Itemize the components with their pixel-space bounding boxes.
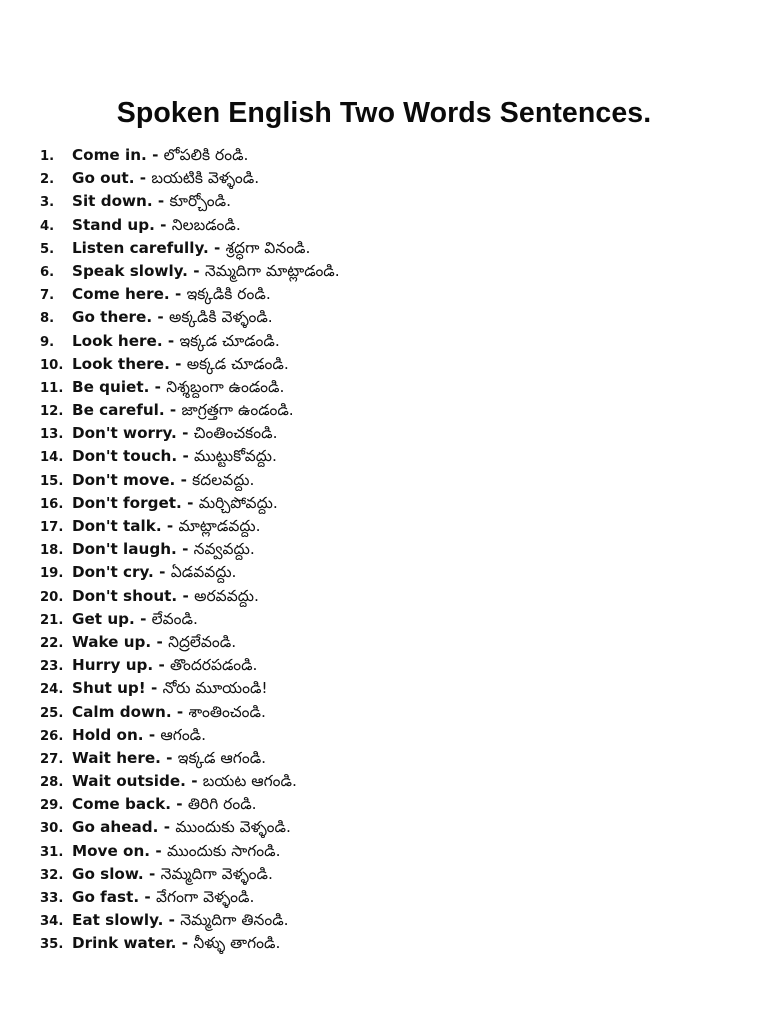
- telugu-translation: ముందుకు వెళ్ళండి.: [175, 818, 291, 837]
- item-number: 14.: [40, 450, 64, 466]
- item-number: 34.: [40, 914, 64, 930]
- telugu-translation: శాంతించండి.: [188, 702, 266, 721]
- item-number: 10.: [40, 357, 64, 373]
- separator-dash: -: [177, 586, 195, 605]
- english-sentence: Move on.: [72, 841, 151, 860]
- telugu-translation: నెమ్మదిగా వెళ్ళండి.: [160, 864, 273, 883]
- separator-dash: -: [163, 911, 181, 930]
- list-item: [40, 561, 740, 584]
- list-item: [40, 260, 740, 283]
- list-item: [40, 793, 740, 816]
- item-number: 12.: [40, 404, 64, 420]
- separator-dash: -: [160, 748, 178, 767]
- telugu-translation: కూర్చోండి.: [169, 192, 232, 211]
- list-item: [40, 724, 740, 747]
- telugu-translation: నోరు మూయండి!: [162, 679, 268, 698]
- list-item: [40, 701, 740, 724]
- separator-dash: -: [187, 261, 205, 280]
- list-item: [40, 747, 740, 770]
- telugu-translation: వేగంగా వెళ్ళండి.: [156, 888, 255, 906]
- separator-dash: -: [161, 517, 179, 535]
- list-item: [40, 167, 740, 190]
- telugu-translation: కదలవద్దు.: [192, 470, 255, 489]
- separator-dash: -: [154, 215, 172, 234]
- english-sentence: Go there.: [72, 308, 153, 327]
- english-sentence: Come in.: [72, 146, 147, 164]
- list-item: [40, 469, 740, 492]
- english-sentence: Don't cry.: [72, 563, 154, 582]
- separator-dash: -: [185, 772, 203, 791]
- separator-dash: -: [149, 377, 167, 396]
- separator-dash: -: [150, 841, 167, 860]
- item-number: 31.: [40, 844, 64, 860]
- list-item: [40, 214, 740, 237]
- telugu-translation: జాగ్రత్తగా ఉండండి.: [181, 401, 294, 420]
- item-number: 13.: [40, 427, 64, 443]
- item-number: 22.: [40, 635, 64, 651]
- item-number: 27.: [40, 751, 64, 767]
- separator-dash: -: [145, 679, 163, 698]
- item-number: 15.: [40, 473, 64, 489]
- separator-dash: -: [176, 540, 194, 559]
- separator-dash: -: [171, 795, 188, 814]
- telugu-translation: ఏడవవద్దు.: [170, 563, 237, 582]
- telugu-translation: నిద్రలేవండి.: [168, 632, 237, 651]
- english-sentence: Be quiet.: [72, 377, 150, 396]
- page-title: Spoken English Two Words Sentences.: [116, 97, 652, 130]
- list-item: [40, 538, 740, 561]
- list-item: [40, 886, 740, 909]
- item-number: 35.: [40, 937, 64, 953]
- list-item: [40, 144, 740, 167]
- separator-dash: -: [158, 818, 176, 837]
- list-item: [40, 909, 740, 932]
- list-item: [40, 190, 740, 213]
- telugu-translation: ఇక్కడికి రండి.: [186, 285, 271, 304]
- english-sentence: Don't touch.: [72, 447, 178, 466]
- english-sentence: Go slow.: [72, 864, 144, 883]
- separator-dash: -: [153, 656, 171, 675]
- english-sentence: Go out.: [72, 169, 135, 188]
- english-sentence: Be careful.: [72, 401, 165, 420]
- item-number: 21.: [40, 612, 64, 628]
- telugu-translation: ఇక్కడ చూడండి.: [179, 331, 280, 350]
- list-item: [40, 608, 740, 631]
- telugu-translation: తిరిగి రండి.: [187, 795, 257, 814]
- telugu-translation: అక్కడ చూడండి.: [186, 354, 289, 373]
- item-number: 30.: [40, 821, 64, 837]
- telugu-translation: నిశ్శబ్దంగా ఉండండి.: [166, 377, 285, 396]
- telugu-translation: నెమ్మదిగా మాట్లాడండి.: [204, 261, 340, 280]
- english-sentence: Listen carefully.: [72, 238, 209, 257]
- telugu-translation: ఆగండి.: [160, 725, 207, 744]
- list-item: [40, 422, 740, 445]
- list-item: [40, 376, 740, 399]
- english-sentence: Calm down.: [72, 702, 172, 721]
- telugu-translation: లోపలికి రండి.: [163, 146, 249, 164]
- telugu-translation: నవ్వవద్దు.: [193, 540, 255, 559]
- separator-dash: -: [162, 331, 180, 350]
- separator-dash: -: [169, 354, 187, 373]
- separator-dash: -: [143, 725, 161, 744]
- list-item: [40, 654, 740, 677]
- item-number: 8.: [40, 311, 55, 327]
- english-sentence: Go ahead.: [72, 818, 159, 837]
- telugu-translation: నెమ్మదిగా తినండి.: [180, 911, 289, 930]
- item-number: 28.: [40, 775, 64, 791]
- english-sentence: Come back.: [72, 795, 171, 814]
- telugu-translation: నిలబడండి.: [171, 215, 241, 234]
- item-number: 1.: [40, 149, 55, 164]
- english-sentence: Hurry up.: [72, 656, 154, 675]
- telugu-translation: బయటికి వెళ్ళండి.: [151, 169, 260, 188]
- item-number: 6.: [40, 264, 55, 280]
- english-sentence: Don't laugh.: [72, 540, 177, 559]
- separator-dash: -: [134, 609, 152, 628]
- english-sentence: Don't worry.: [72, 424, 177, 443]
- english-sentence: Don't forget.: [72, 493, 182, 512]
- separator-dash: -: [153, 563, 171, 582]
- english-sentence: Sit down.: [72, 192, 153, 211]
- list-item: [40, 932, 740, 955]
- separator-dash: -: [171, 702, 189, 721]
- telugu-translation: చింతించకండి.: [193, 424, 278, 443]
- separator-dash: -: [152, 192, 170, 211]
- english-sentence: Don't shout.: [72, 586, 178, 605]
- item-number: 16.: [40, 496, 64, 512]
- list-item: [40, 770, 740, 793]
- english-sentence: Wake up.: [72, 632, 152, 651]
- item-number: 11.: [40, 380, 64, 396]
- list-item: [40, 353, 740, 376]
- separator-dash: -: [152, 308, 170, 327]
- telugu-translation: మర్చిపోవద్దు.: [198, 493, 278, 512]
- item-number: 29.: [40, 798, 64, 814]
- separator-dash: -: [146, 146, 164, 164]
- list-item: [40, 399, 740, 422]
- separator-dash: -: [151, 632, 169, 651]
- english-sentence: Drink water.: [72, 934, 177, 953]
- separator-dash: -: [164, 401, 182, 420]
- item-number: 5.: [40, 241, 55, 257]
- item-number: 3.: [40, 195, 55, 211]
- telugu-translation: అరవవద్దు.: [194, 586, 259, 605]
- item-number: 20.: [40, 589, 64, 605]
- telugu-translation: ముందుకు సాగండి.: [166, 841, 281, 860]
- english-sentence: Speak slowly.: [72, 261, 188, 280]
- separator-dash: -: [143, 864, 161, 883]
- list-item: [40, 631, 740, 654]
- english-sentence: Look there.: [72, 354, 170, 373]
- list-item: [40, 330, 740, 353]
- separator-dash: -: [176, 424, 194, 443]
- list-item: [40, 283, 740, 306]
- english-sentence: Hold on.: [72, 725, 144, 744]
- telugu-translation: మాట్లాడవద్దు.: [178, 517, 261, 535]
- separator-dash: -: [139, 888, 157, 906]
- separator-dash: -: [177, 447, 195, 466]
- telugu-translation: ఇక్కడ ఆగండి.: [177, 748, 267, 767]
- telugu-translation: నీళ్ళు తాగండి.: [193, 934, 281, 953]
- item-number: 2.: [40, 172, 55, 188]
- list-item: [40, 237, 740, 260]
- item-number: 4.: [40, 218, 55, 234]
- item-number: 7.: [40, 288, 55, 304]
- telugu-translation: శ్రద్ధగా వినండి.: [225, 238, 311, 257]
- english-sentence: Come here.: [72, 285, 170, 304]
- separator-dash: -: [134, 169, 152, 188]
- list-item: [40, 445, 740, 468]
- separator-dash: -: [169, 285, 187, 304]
- telugu-translation: ముట్టుకోవద్దు.: [194, 447, 277, 466]
- item-number: 19.: [40, 566, 64, 582]
- english-sentence: Stand up.: [72, 215, 155, 234]
- item-number: 26.: [40, 728, 64, 744]
- telugu-translation: బయట ఆగండి.: [202, 772, 297, 791]
- list-item: [40, 515, 740, 538]
- item-number: 33.: [40, 891, 64, 906]
- telugu-translation: అక్కడికి వెళ్ళండి.: [169, 308, 273, 327]
- list-item: [40, 492, 740, 515]
- list-item: [40, 677, 740, 700]
- english-sentence: Look here.: [72, 331, 163, 350]
- item-number: 23.: [40, 659, 64, 675]
- item-number: 9.: [40, 334, 55, 350]
- separator-dash: -: [175, 470, 193, 489]
- telugu-translation: తొందరపడండి.: [170, 656, 258, 675]
- item-number: 32.: [40, 867, 64, 883]
- english-sentence: Don't talk.: [72, 517, 162, 535]
- list-item: [40, 863, 740, 886]
- item-number: 25.: [40, 705, 64, 721]
- list-item: [40, 306, 740, 329]
- english-sentence: Eat slowly.: [72, 911, 164, 930]
- sentence-list: [40, 144, 740, 956]
- english-sentence: Get up.: [72, 609, 135, 628]
- item-number: 17.: [40, 520, 64, 535]
- list-item: [40, 816, 740, 839]
- separator-dash: -: [176, 934, 194, 953]
- list-item: [40, 840, 740, 863]
- english-sentence: Shut up!: [72, 679, 146, 698]
- item-number: 24.: [40, 682, 64, 698]
- telugu-translation: లేవండి.: [151, 609, 198, 628]
- item-number: 18.: [40, 543, 64, 559]
- english-sentence: Don't move.: [72, 470, 176, 489]
- list-item: [40, 585, 740, 608]
- separator-dash: -: [181, 493, 199, 512]
- separator-dash: -: [208, 238, 226, 257]
- english-sentence: Wait here.: [72, 748, 161, 767]
- english-sentence: Wait outside.: [72, 772, 186, 791]
- english-sentence: Go fast.: [72, 888, 140, 906]
